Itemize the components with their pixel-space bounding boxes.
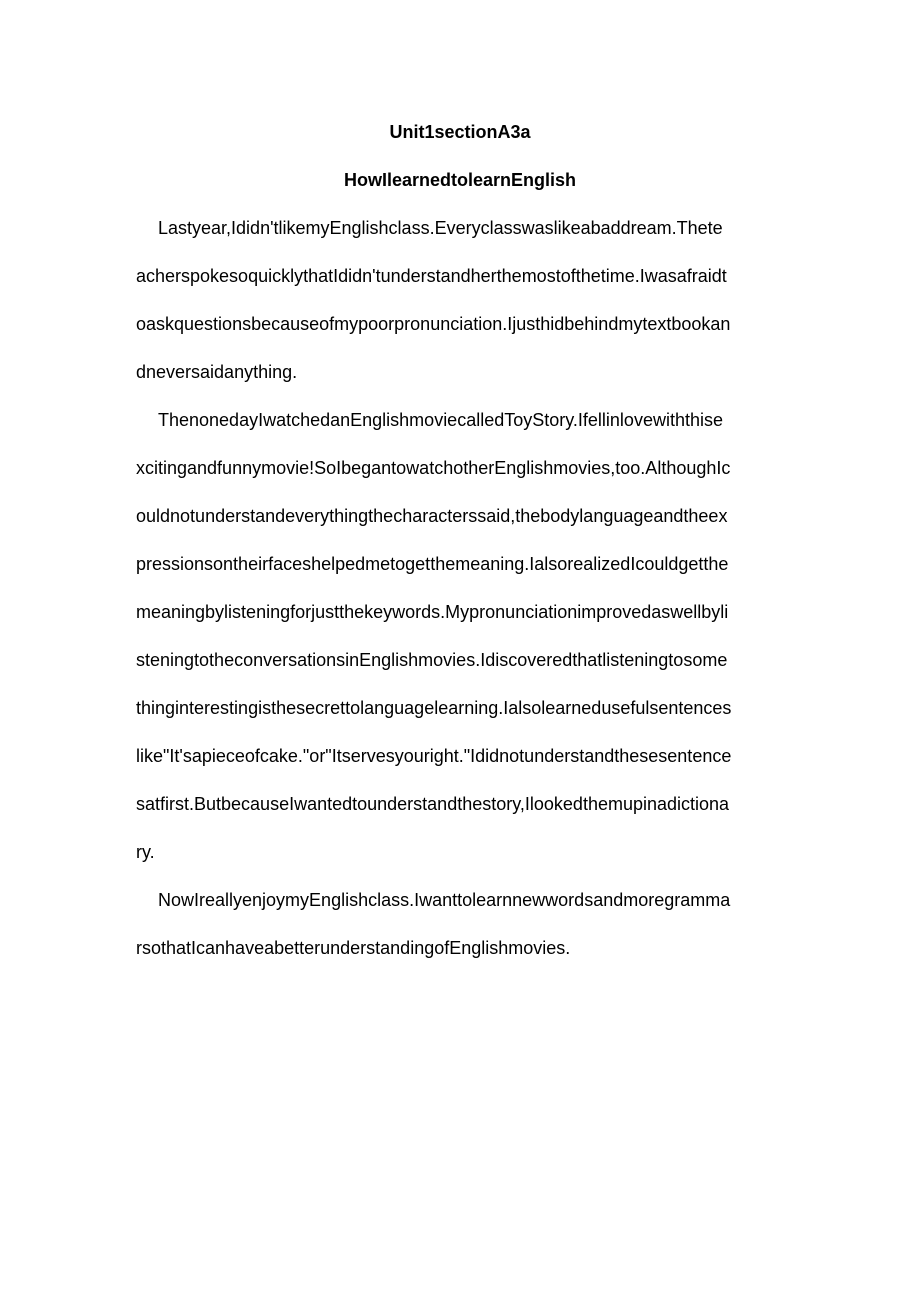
paragraph-line: acherspokesoquicklythatIdidn'tunderstandherthemostofthetime.Iwasafraidt (136, 266, 727, 286)
paragraph-line: pressionsontheirfaceshelpedmetogetthemeaning.IalsorealizedIcouldgetthe (136, 554, 729, 574)
paragraph-line: thinginterestingisthesecrettolanguagelearning.Ialsolearnedusefulsentences (136, 698, 732, 718)
paragraph-line: NowIreallyenjoymyEnglishclass.Iwanttolearnnewwordsandmoregramma (158, 890, 731, 910)
paragraph-line: steningtotheconversationsinEnglishmovies.Idiscoveredthatlisteningtosome (136, 650, 728, 670)
paragraph-line: meaningbylisteningforjustthekeywords.Mypronunciationimprovedaswellbyli (136, 602, 729, 622)
paragraph-line: Lastyear,Ididn'tlikemyEnglishclass.Everyclasswaslikeabaddream.Thete (158, 218, 723, 238)
paragraph-line: rsothatIcanhaveabetterunderstandingofEnglishmovies. (136, 938, 571, 958)
paragraph-line: ThenonedayIwatchedanEnglishmoviecalledToyStory.Ifellinlovewiththise (158, 410, 723, 430)
paragraph-line: satfirst.ButbecauseIwantedtounderstandthestory,Ilookedthemupinadictiona (136, 794, 730, 814)
paragraph-line: xcitingandfunnymovie!SoIbegantowatchotherEnglishmovies,too.AlthoughIc (136, 458, 731, 478)
document-subtitle: HowIlearnedtolearnEnglish (343, 170, 577, 190)
paragraph-line: like"It'sapieceofcake."or"Itservesyouright."Ididnotunderstandthesesentence (136, 746, 732, 766)
document-title: Unit1sectionA3a (389, 122, 531, 142)
paragraph-line: ry. (136, 842, 155, 862)
paragraph-line: oaskquestionsbecauseofmypoorpronunciation.Ijusthidbehindmytextbookan (136, 314, 731, 334)
paragraph-line: ouldnotunderstandeverythingthecharacterssaid,thebodylanguageandtheex (136, 506, 728, 526)
paragraph-line: dneversaidanything. (136, 362, 298, 382)
